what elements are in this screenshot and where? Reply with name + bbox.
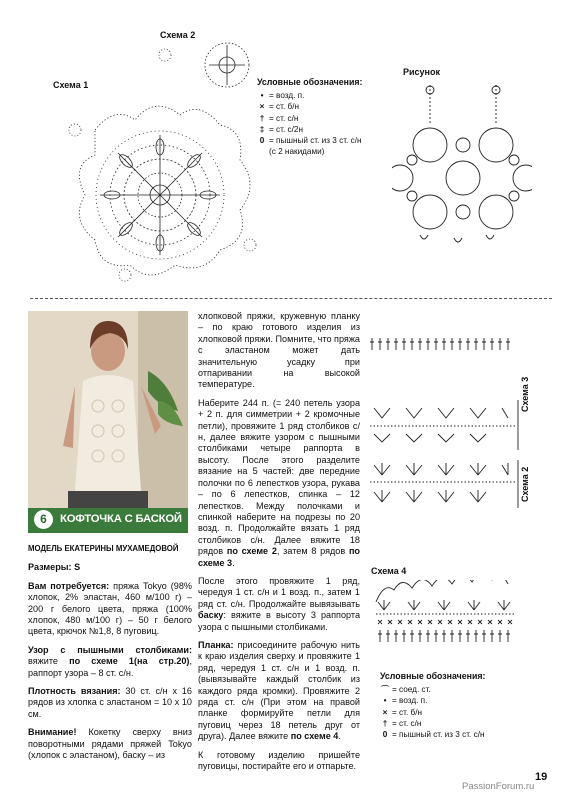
sizes-value: S [74,562,81,573]
model-title: КОФТОЧКА С БАСКОЙ [60,513,182,525]
c2-text: присоедините рабочую нить к краю изделия сверху и провяжите 1 ряд, чередуя 1 ст. с/н и 1 возд. п. (вывязывайте каждый столбик из каждого ряда кромки). Провяжите 2 ряда ст. с/н (При этом на правой планке формируйте петли для пуговиц через 18 петель друг от друга). Далее вяжите [198,639,361,742]
legend-row [257,113,369,124]
legend-row [380,684,530,695]
model-number: 6 [34,510,53,529]
c2-placket-label: Планка: [198,639,234,650]
top-legend [257,77,369,157]
legend-row [257,124,369,135]
legend-text: = ст. с/н [392,718,422,728]
title-banner [28,508,188,533]
legend-text: = пышный ст. из 3 ст. с/н (с 2 накидами) [269,136,362,157]
c2-paragraph-3 [198,576,360,633]
c2-text: . [338,731,341,742]
pattern-stitch-ref: по схеме 1(на стр.20) [69,656,190,667]
tc-icon: ‡ [259,124,265,134]
c2-paragraph-1: хлопковой пряжи, кружевную планку – по краю готового изделия из хлопковой пряжи. Помните, что пряжа с эластаном может дать значительную усадку при отпаривании на высокой температуре. [198,311,360,390]
puff-icon: 0 [259,136,265,146]
legend-row [380,718,530,729]
attention-paragraph [28,727,192,761]
scheme2-right-label: Схема 2 [520,466,530,502]
materials-text: пряжа Tokyo (98% хлопок, 2% эластан, 460 м/100 г) – 200 г белого цвета, пряжа (100% хлопок, 480 м/100 г) – 50 г белого цвета, крючок №1,8, 8 пуговиц. [28,580,193,637]
right-legend-title: Условные обозначения: [380,671,486,681]
legend-text: = ст. б/н [269,102,300,112]
c2-scheme-ref: по схеме 3 [198,546,360,568]
sizes-label: Размеры: [28,562,72,573]
c2-text: После этого провяжите 1 ряд, чередуя 1 ст. с/н и 1 возд. п., затем 1 ряд ст. с/н. Продолжайте вывязывать [198,575,360,609]
attention-label: Внимание! [28,727,77,738]
pattern-stitch-text: , раппорт узора – 8 ст. с/н. [28,656,192,678]
legend-row [380,707,530,718]
legend-row [257,90,369,101]
page-number: 19 [535,771,548,783]
scheme1-label: Схема 1 [53,80,89,90]
scheme4-label: Схема 4 [371,566,407,576]
column-2 [198,311,360,779]
watermark: PassionForum.ru [462,781,535,792]
scheme3-label: Схема 3 [520,376,530,412]
legend-row [257,101,369,112]
c2-scheme-ref: по схеме 2 [226,546,277,557]
column-1 [28,543,192,769]
dot-icon: • [260,91,264,101]
legend-text: = ст. б/н [392,707,423,717]
scheme2-3-diagram [368,330,528,510]
c2-basque: баску [198,610,224,621]
pattern-stitch-label: Узор с пышными столбиками: [28,644,192,655]
dc-icon: † [382,718,388,728]
c2-paragraph-2 [198,398,360,569]
dc-icon: † [259,113,265,123]
density-label: Плотность вязания: [28,686,121,697]
c2-text: . [232,557,235,568]
x-icon: × [259,102,265,112]
legend-text: = соед. ст. [392,685,431,695]
right-legend [380,671,530,740]
section-divider [30,298,552,299]
materials-paragraph [28,581,192,638]
legend-text: = пышный ст. из 3 ст. с/н [392,730,485,740]
pattern-stitch-mid: вяжите [28,656,58,667]
legend-text: = возд. п. [392,696,428,706]
legend-row [380,729,530,740]
model-author: МОДЕЛЬ ЕКАТЕРИНЫ МУХАМЕДОВОЙ [28,544,179,553]
attention-text: Кокетку сверху вниз поворотными рядами пряжей Tokyo (хлопок с эластаном), баску – из [28,727,192,761]
c2-paragraph-4 [198,640,360,743]
c2-text: Наберите 244 п. (= 240 петель узора + 2 п. для симметрии + 2 кромочные петли), провяжите 1 ряд столбиков с/н, далее вяжите узором с пышными столбиками четыре раппорта в высоту. После этого разделите вязание на 5 частей: две передние полочки по 6 лепестков узора, рукава – по 6 лепестков, спинка – 12 лепестков. Между полочками и спинкой наберите на подрезы по 20 возд. п. Продолжайте вязать 1 ряд столбиков с/н. Далее вяжите 18 рядов [198,397,360,557]
puff-icon: 0 [382,730,388,740]
legend-row [257,135,369,157]
scheme2-label: Схема 2 [160,30,196,40]
c2-scheme-ref: по схеме 4 [290,731,339,742]
sl-st-icon: ⌒ [380,685,390,695]
pattern-diagram [392,80,532,250]
model-photo [28,311,188,533]
c2-paragraph-5: К готовому изделию пришейте пуговицы, постирайте его и отпарьте. [198,749,360,772]
density-paragraph [28,686,192,720]
scheme4-diagram [374,580,519,655]
c2-text: , затем 8 рядов [276,546,346,557]
x-icon: × [382,707,388,717]
legend-text: = ст. с/н [269,113,299,123]
legend-text: = ст. с/2н [269,124,303,134]
c2-text: : вяжите в высоту 3 раппорта узора с пышными столбиками. [198,610,360,632]
scheme1-diagram [55,35,265,285]
legend-text: = возд. п. [269,91,305,101]
materials-label: Вам потребуется: [28,580,110,591]
dot-icon: • [383,696,387,706]
photo-illustration [28,311,188,533]
pattern-paragraph [28,645,192,679]
legend-row [380,695,530,706]
top-legend-title: Условные обозначения: [257,77,363,87]
pattern-label: Рисунок [403,67,440,77]
sizes-paragraph [28,562,192,573]
density-text: 30 ст. с/н х 16 рядов из хлопка с эластаном = 10 х 10 см. [28,686,192,719]
